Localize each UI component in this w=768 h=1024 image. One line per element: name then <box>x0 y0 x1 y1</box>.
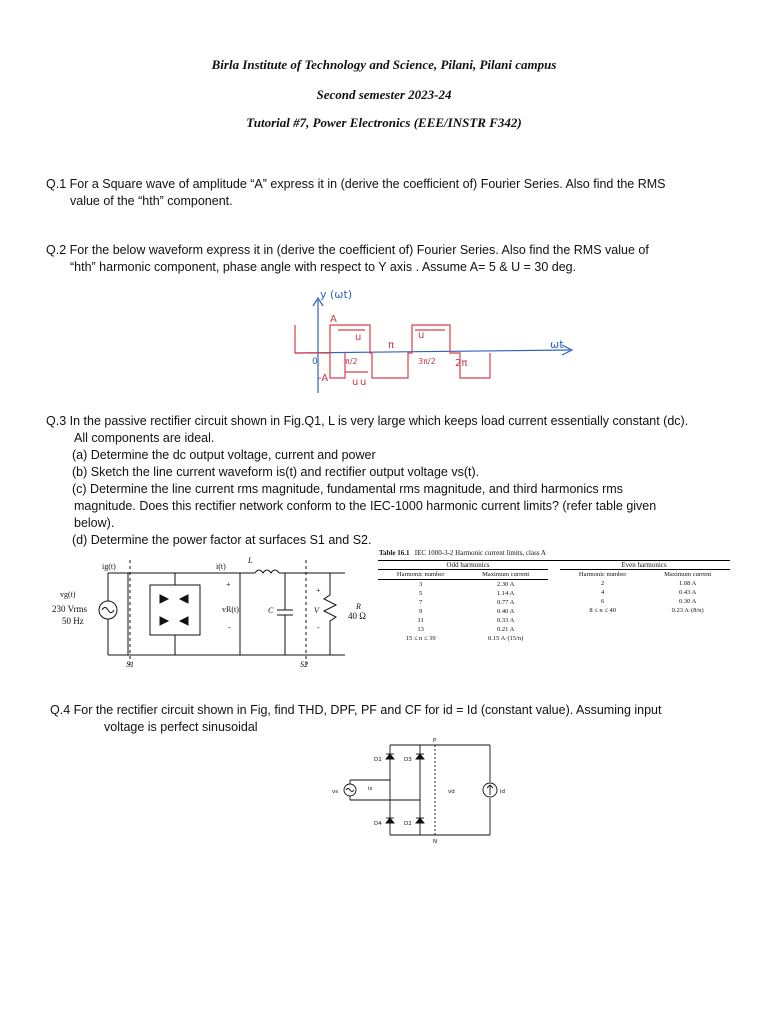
q4-line1: Q.4 For the rectifier circuit shown in Fig, find THD, DPF, PF and CF for id = Id (constant value). Assuming input <box>50 703 662 717</box>
iec-table-caption <box>379 549 546 557</box>
iec-odd-table <box>378 570 548 643</box>
circuit-S1: S1 <box>126 660 134 669</box>
q2-line2: “hth” harmonic component, phase angle with respect to Y axis . Assume A= 5 & U = 30 deg. <box>70 260 577 274</box>
fig-label-u1: u <box>355 332 362 343</box>
iec-table <box>378 560 730 643</box>
table-row: 13 0.21 A <box>417 626 515 633</box>
circuit-C: C <box>268 606 274 615</box>
table-row: 11 0.33 A <box>417 617 515 624</box>
iec-even-table <box>560 570 730 615</box>
question-4 <box>50 702 750 736</box>
circuit-R: R <box>356 602 361 611</box>
circuit-it: i(t) <box>216 562 226 571</box>
circuit-minus-left: - <box>228 623 231 632</box>
table-row: 8 ≤ n ≤ 40 0.23 A·(8/n) <box>589 607 704 614</box>
q3-part-c-line1: (c) Determine the line current rms magnitude, fundamental rms magnitude, and third harmonics rms <box>72 482 623 496</box>
q4-D3: D3 <box>404 757 412 763</box>
fig-label-u2: u <box>418 330 425 341</box>
table-row: 3 2.30 A <box>419 581 515 588</box>
q3-part-b: (b) Sketch the line current waveform is(t) and rectifier output voltage vs(t). <box>72 465 480 479</box>
fig-label-pi: π <box>388 340 395 351</box>
q4-D2: D2 <box>404 821 412 827</box>
q4-is: is <box>368 786 373 792</box>
fig-label-x-axis: ωt <box>550 338 564 351</box>
fig-label-pi-half: π/2 <box>345 357 358 366</box>
q3-rectifier-circuit <box>40 555 420 670</box>
fig-label-u4: u <box>360 377 367 388</box>
q3-line1: Q.3 In the passive rectifier circuit shown in Fig.Q1, L is very large which keeps load current essentially constant (dc). <box>46 414 689 428</box>
question-2 <box>46 242 746 276</box>
fig-label-u3: u <box>352 377 359 388</box>
question-3 <box>46 413 746 549</box>
table-row: 6 0.30 A <box>601 598 697 605</box>
q4-line2: voltage is perfect sinusoidal <box>104 720 258 734</box>
fig-label-y-axis: y (ωt) <box>320 288 353 301</box>
circuit-ig: ig(t) <box>102 562 116 571</box>
iec-odd-header-current: Maximum current <box>482 571 530 578</box>
circuit-hz: 50 Hz <box>62 616 84 626</box>
q4-id: id <box>500 789 506 795</box>
circuit-vg: vg(t) <box>60 590 76 599</box>
q4-D1: D1 <box>374 757 382 763</box>
institute-title: Birla Institute of Technology and Science, Pilani, Pilani campus <box>211 57 557 72</box>
semester-title: Second semester 2023-24 <box>316 87 452 102</box>
circuit-V: V <box>314 606 319 615</box>
table-row: 9 0.40 A <box>419 608 515 615</box>
fig-label-A: A <box>330 314 337 325</box>
fig-label-minus-A: -A <box>318 373 329 384</box>
q3-line2: All components are ideal. <box>74 431 215 445</box>
fig-label-origin: 0 <box>312 357 318 367</box>
fig-label-2pi: 2π <box>455 358 468 369</box>
circuit-Rval: 40 Ω <box>348 611 366 621</box>
tutorial-title: Tutorial #7, Power Electronics (EEE/INSTR F342) <box>246 115 522 130</box>
q4-N: N <box>433 839 438 845</box>
q1-line1: Q.1 For a Square wave of amplitude “A” express it in (derive the coefficient of) Fourier Series. Also find the RMS <box>46 177 666 191</box>
circuit-L: L <box>248 556 253 565</box>
question-1 <box>46 176 746 210</box>
q4-vs: vs <box>332 789 339 795</box>
table-row: 15 ≤ n ≤ 39 0.15 A·(15/n) <box>405 635 524 642</box>
circuit-vR: vR(t) <box>222 605 239 614</box>
iec-table-label: Table 16.1 <box>379 549 410 557</box>
circuit-S2: S2 <box>300 660 308 669</box>
q3-part-c-line3: below). <box>74 516 115 530</box>
q3-part-d: (d) Determine the power factor at surfaces S1 and S2. <box>72 533 372 547</box>
iec-even-header-current: Maximum current <box>664 571 712 578</box>
q2-line1: Q.2 For the below waveform express it in (derive the coefficient of) Fourier Series. Also find the RMS value of <box>46 243 649 257</box>
q3-part-a: (a) Determine the dc output voltage, current and power <box>72 448 376 462</box>
circuit-plus-left: + <box>226 580 231 589</box>
iec-table-caption-text: IEC 1000-3-2 Harmonic current limits, class A <box>414 549 546 557</box>
iec-even-header-number: Harmonic number <box>578 571 627 578</box>
table-row: 7 0.77 A <box>419 599 515 606</box>
q4-P: P <box>433 738 437 744</box>
q1-line2: value of the “hth” component. <box>70 194 233 208</box>
q4-bridge-circuit <box>330 735 510 845</box>
circuit-vrms: 230 Vrms <box>52 604 88 614</box>
iec-odd-header-number: Harmonic number <box>396 571 445 578</box>
table-row: 2 1.08 A <box>601 580 697 587</box>
table-row: 4 0.43 A <box>601 589 697 596</box>
q3-part-c-line2: magnitude. Does this rectifier network conform to the IEC-1000 harmonic current limits? (refer table given <box>74 499 657 513</box>
circuit-plus-right: + <box>316 586 321 595</box>
q4-vd: vd <box>448 789 455 795</box>
iec-even-title: Even harmonics <box>621 561 667 569</box>
iec-odd-title: Odd harmonics <box>446 561 490 569</box>
fig-label-3pi-half: 3π/2 <box>418 357 436 366</box>
table-row: 5 1.14 A <box>419 590 515 597</box>
circuit-minus-right: - <box>317 623 320 632</box>
q4-D4: D4 <box>374 821 382 827</box>
